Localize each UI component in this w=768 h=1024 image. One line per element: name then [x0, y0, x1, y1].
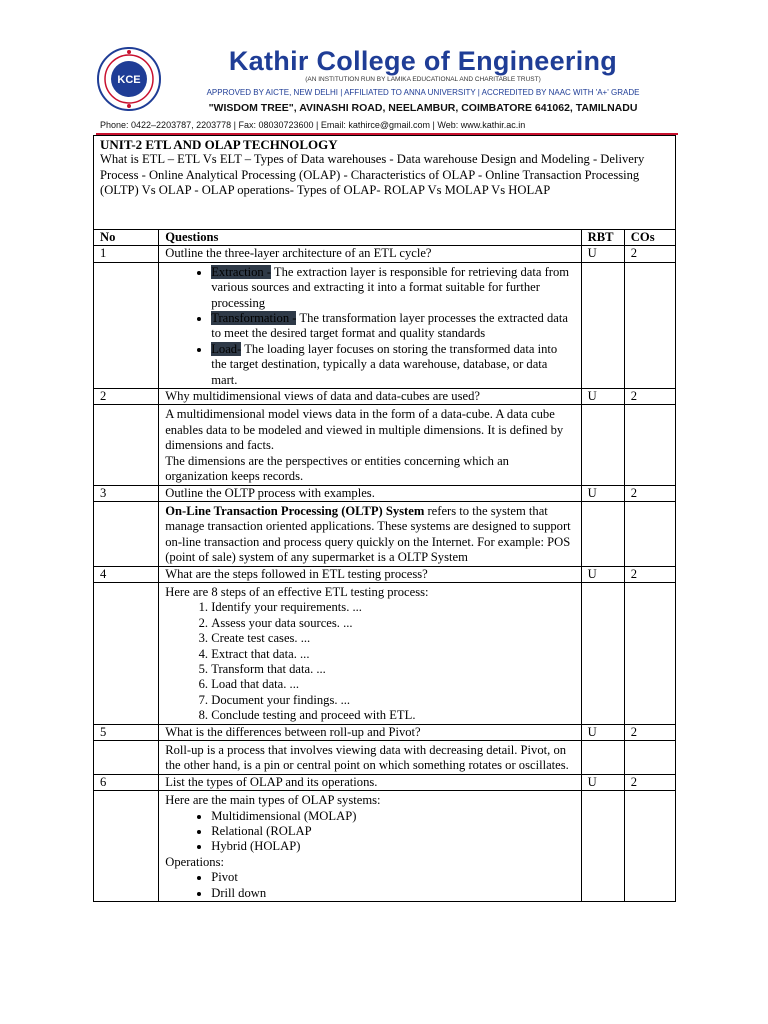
list-item: 8. Conclude testing and proceed with ETL. [211, 708, 574, 723]
highlighted-term: Transformation - [211, 311, 297, 326]
list-item: 5. Transform that data. ... [211, 662, 574, 677]
answer-row [94, 405, 676, 485]
contact-line: Phone: 0422–2203787, 2203778 | Fax: 08030723600 | Email: kathirce@gmail.com | Web: www.kathir.ac.in [100, 120, 526, 130]
list-item: 3. Create test cases. ... [211, 631, 574, 646]
list-item: 7. Document your findings. ... [211, 693, 574, 708]
list-item: 1. Identify your requirements. ... [211, 600, 574, 615]
list-item: • Drill down [211, 886, 574, 901]
college-name: Kathir College of Engineering [228, 46, 618, 76]
address-line: "WISDOM TREE", AVINASHI ROAD, NEELAMBUR, COIMBATORE 641062, TAMILNADU [208, 102, 638, 114]
list-item [211, 342, 574, 388]
question-number: 2 [94, 389, 159, 405]
answer-row [94, 791, 676, 902]
question-table [93, 135, 676, 902]
question-number: 1 [94, 246, 159, 262]
question-row [94, 566, 676, 582]
question-row [94, 485, 676, 501]
highlighted-term: Extraction - [211, 264, 272, 279]
question-rbt: U [581, 724, 624, 740]
list-item: 4. Extract that data. ... [211, 647, 574, 662]
question-row [94, 774, 676, 790]
list-item [211, 265, 574, 311]
header-rbt: RBT [581, 230, 624, 246]
question-text: Why multidimensional views of data and data-cubes are used? [159, 389, 581, 405]
question-rbt: U [581, 485, 624, 501]
operations-label: Operations: [165, 854, 224, 869]
list-item [211, 311, 574, 342]
question-rbt: U [581, 389, 624, 405]
question-text: Outline the OLTP process with examples. [159, 485, 581, 501]
unit-title: UNIT-2 ETL AND OLAP TECHNOLOGY [100, 137, 338, 152]
question-co: 2 [624, 389, 675, 405]
steps-list [165, 600, 574, 723]
question-row [94, 246, 676, 262]
answer-row [94, 741, 676, 775]
list-item: • Multidimensional (MOLAP) [211, 809, 574, 824]
trust-line: (AN INSTITUTION RUN BY LAMIKA EDUCATIONAL AND CHARITABLE TRUST) [305, 76, 541, 83]
item-text: The transformation layer processes the extracted data to meet the desired target format and quality standards [211, 311, 568, 341]
question-row [94, 724, 676, 740]
question-number: 6 [94, 774, 159, 790]
question-rbt: U [581, 774, 624, 790]
layer-list [165, 265, 574, 388]
answer-cell [159, 405, 581, 485]
question-number: 4 [94, 566, 159, 582]
question-co: 2 [624, 246, 675, 262]
approval-line: APPROVED BY AICTE, NEW DELHI | AFFILIATED TO ANNA UNIVERSITY | ACCREDITED BY NAAC WITH 'A+' GRADE [206, 88, 640, 97]
olap-types-list [165, 809, 574, 855]
header-no: No [94, 230, 159, 246]
question-text: What is the differences between roll-up and Pivot? [159, 724, 581, 740]
answer-cell [159, 262, 581, 388]
header-cos: COs [624, 230, 675, 246]
question-text: Outline the three-layer architecture of an ETL cycle? [159, 246, 581, 262]
question-co: 2 [624, 566, 675, 582]
list-item: • Pivot [211, 870, 574, 885]
header-questions: Questions [159, 230, 581, 246]
college-logo-icon [96, 46, 162, 112]
answer-cell [159, 791, 581, 902]
answer-text: refers to the system that manage transaction oriented applications. These systems are designed to support on-line transaction and process query quickly on the Internet. For example: POS (point of sale) system of any supermarket is a OLTP System [165, 503, 571, 565]
answer-row [94, 582, 676, 724]
list-item: 2. Assess your data sources. ... [211, 616, 574, 631]
item-text: The loading layer focuses on storing the transformed data into the target destination, typically a data warehouse, database, or data mart. [211, 341, 558, 387]
highlighted-term: Load- [211, 341, 242, 356]
answer-cell [159, 582, 581, 724]
answer-intro: Here are the main types of OLAP systems: [165, 793, 381, 808]
logo-text: KCE [117, 74, 141, 86]
answer-cell [159, 501, 581, 566]
letterhead [96, 40, 678, 134]
item-text: The extraction layer is responsible for retrieving data from various sources and extracting it into a format suitable for further processing [211, 264, 570, 310]
intro-row [94, 136, 676, 230]
answer-paragraph: The dimensions are the perspectives or entities concerning which an organization keeps records. [165, 453, 509, 484]
list-item: 6. Load that data. ... [211, 677, 574, 692]
answer-row [94, 262, 676, 388]
list-item: • Relational (ROLAP [211, 824, 574, 839]
table-header-row [94, 230, 676, 246]
question-text: List the types of OLAP and its operations. [159, 774, 581, 790]
question-co: 2 [624, 724, 675, 740]
answer-paragraph: A multidimensional model views data in the form of a data-cube. A data cube enables data to be modeled and viewed in multiple dimensions. It is defined by dimensions and facts. [165, 407, 564, 453]
unit-syllabus: What is ETL – ETL Vs ELT – Types of Data warehouses - Data warehouse Design and Modeling - Delivery Process - Online Analytical Processing (OLAP) - Characteristics of OLAP - Online Transaction Processing (OLTP) Vs OLAP - OLAP operations- Types of OLAP- ROLAP Vs MOLAP Vs HOLAP [100, 152, 645, 198]
question-row [94, 389, 676, 405]
list-item: • Hybrid (HOLAP) [211, 839, 574, 854]
question-co: 2 [624, 774, 675, 790]
question-number: 3 [94, 485, 159, 501]
answer-cell [159, 741, 581, 775]
answer-row [94, 501, 676, 566]
answer-intro: Here are 8 steps of an effective ETL testing process: [165, 584, 429, 599]
unit-intro-cell [94, 136, 676, 230]
question-number: 5 [94, 724, 159, 740]
answer-paragraph: Roll-up is a process that involves viewing data with decreasing detail. Pivot, on the other hand, is a pin or central point on which something rotates or oscillates. [165, 743, 569, 773]
question-co: 2 [624, 485, 675, 501]
operations-list [165, 870, 574, 901]
answer-bold-term: On-Line Transaction Processing (OLTP) System [165, 503, 425, 518]
question-rbt: U [581, 566, 624, 582]
question-text: What are the steps followed in ETL testing process? [159, 566, 581, 582]
question-rbt: U [581, 246, 624, 262]
